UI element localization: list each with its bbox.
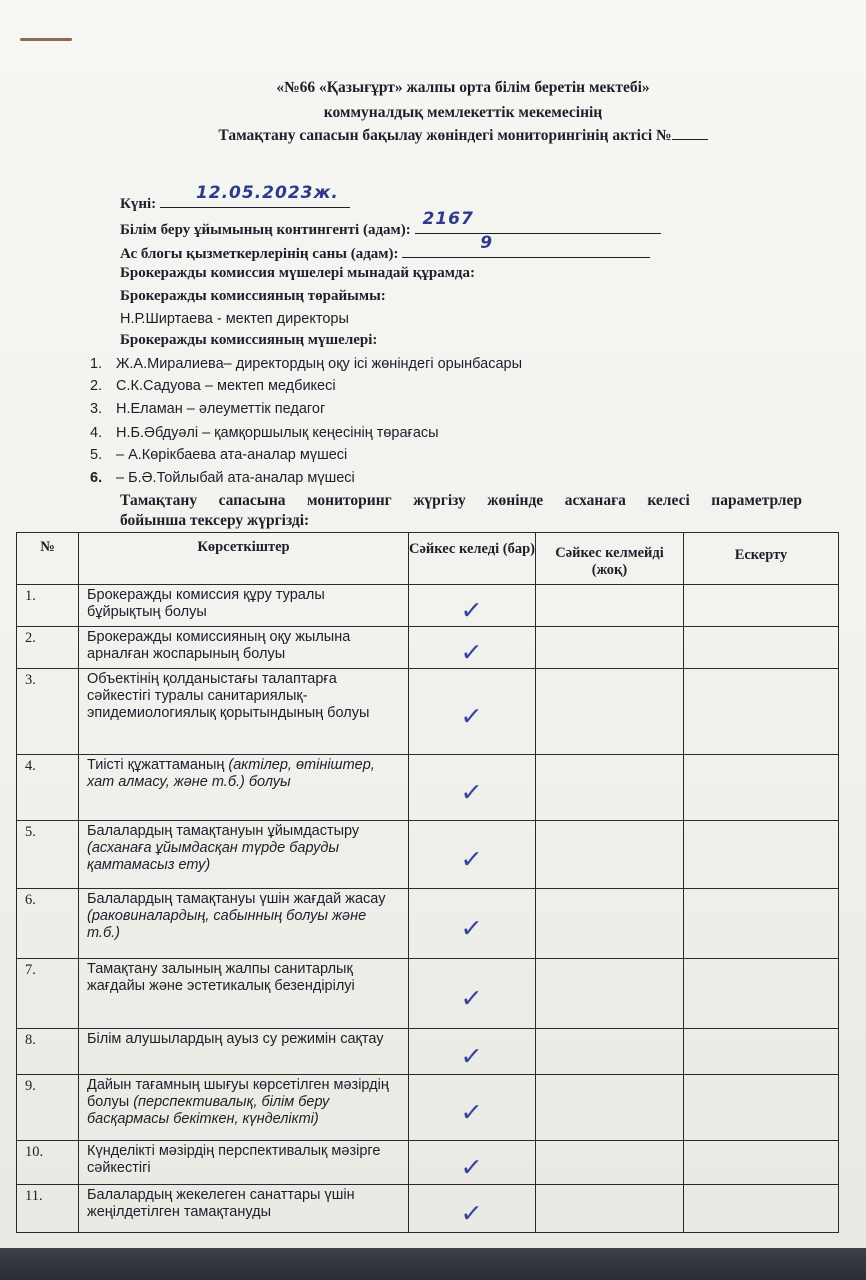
commission-intro: Брокеражды комиссия мүшелері мынадай құрамда: — [120, 265, 476, 281]
row-number: 10. — [17, 1141, 79, 1185]
indicator-text: Балалардың тамақтануын ұйымдастыру — [87, 823, 360, 839]
table-row — [17, 1185, 839, 1233]
checkmark-icon: ✓ — [459, 594, 484, 627]
row-ok-cell — [409, 627, 536, 669]
row-indicator — [79, 1141, 409, 1185]
row-not-ok-cell — [536, 889, 684, 959]
staff-row: Ас блогы қызметкерлерінің саны (адам): 9 — [120, 241, 650, 263]
chair-label: Брокеражды комиссияның төрайымы: — [120, 288, 386, 304]
table-body — [17, 585, 839, 1233]
row-ok-cell — [409, 669, 536, 755]
table-row — [17, 755, 839, 821]
indicator-text: Балалардың тамақтануы үшін жағдай жасау — [87, 891, 386, 907]
indicator-text: Брокеражды комиссия құру туралы бұйрықтың болуы — [87, 587, 325, 620]
row-indicator — [79, 821, 409, 889]
staff-field — [402, 233, 650, 258]
row-number: 4. — [17, 755, 79, 821]
row-indicator — [79, 669, 409, 755]
header-indicator: Көрсеткіштер — [79, 533, 409, 585]
row-note-cell — [684, 755, 839, 821]
row-not-ok-cell — [536, 1185, 684, 1233]
member-item: 2. С.К.Садуова – мектеп медбикесі — [90, 378, 336, 394]
table-header-row — [17, 533, 839, 585]
row-number: 5. — [17, 821, 79, 889]
row-not-ok-cell — [536, 821, 684, 889]
row-number: 9. — [17, 1075, 79, 1141]
row-indicator — [79, 1029, 409, 1075]
table-row — [17, 627, 839, 669]
header-not-ok: Сәйкес келмейді (жоқ) — [536, 533, 684, 585]
indicator-text: Күнделікті мәзірдің перспективалық мәзірге сәйкестігі — [87, 1143, 381, 1176]
member-item: 4. Н.Б.Әбдуәлі – қамқоршылық кеңесінің төрағасы — [90, 425, 439, 441]
row-note-cell — [684, 889, 839, 959]
row-indicator — [79, 585, 409, 627]
row-ok-cell — [409, 821, 536, 889]
row-note-cell — [684, 1185, 839, 1233]
row-number: 8. — [17, 1029, 79, 1075]
checkmark-icon: ✓ — [459, 1151, 484, 1184]
row-note-cell — [684, 1141, 839, 1185]
member-item: 1. Ж.А.Миралиева– директордың оқу ісі жөніндегі орынбасары — [90, 356, 522, 372]
header-note: Ескерту — [684, 533, 839, 585]
indicator-text: Тамақтану залының жалпы санитарлық жағдайы және эстетикалық безендірілуі — [87, 961, 355, 994]
row-number: 6. — [17, 889, 79, 959]
table-row — [17, 821, 839, 889]
row-note-cell — [684, 821, 839, 889]
member-item: 5. – А.Көрікбаева ата-аналар мүшесі — [90, 447, 348, 463]
checkmark-icon: ✓ — [459, 776, 484, 809]
table-row — [17, 1029, 839, 1075]
row-ok-cell — [409, 755, 536, 821]
school-name-line: «№66 «Қазығұрт» жалпы орта білім беретін мектебі» — [276, 79, 650, 96]
row-number: 2. — [17, 627, 79, 669]
institution-type-line: коммуналдық мемлекеттік мекемесінің — [323, 104, 603, 121]
indicator-text: Тиісті құжаттаманың — [87, 757, 229, 773]
inspection-table — [16, 532, 839, 1233]
row-number: 1. — [17, 585, 79, 627]
row-not-ok-cell — [536, 585, 684, 627]
header-ok: Сәйкес келеді (бар) — [409, 533, 536, 585]
indicator-detail: (актілер, өтініштер, хат алмасу, және т.б.) болуы — [87, 757, 375, 790]
chair-name: Н.Р.Ширтаева - мектеп директоры — [120, 311, 349, 327]
date-row: Күні: 12.05.2023ж. — [120, 191, 350, 213]
indicator-detail: (перспективалық, білім беру басқармасы бекіткен, күнделікті) — [87, 1094, 330, 1127]
table-row — [17, 959, 839, 1029]
table-row — [17, 669, 839, 755]
row-indicator — [79, 627, 409, 669]
row-ok-cell — [409, 1141, 536, 1185]
staff-value: 9 — [480, 233, 494, 253]
table-row — [17, 585, 839, 627]
indicator-text: Брокеражды комиссияның оқу жылына арналған жоспарының болуы — [87, 629, 351, 662]
row-ok-cell — [409, 959, 536, 1029]
row-ok-cell — [409, 585, 536, 627]
indicator-detail: (асханаға ұйымдасқан түрде баруды қамтамасыз ету) — [87, 840, 340, 873]
row-indicator — [79, 889, 409, 959]
row-number: 11. — [17, 1185, 79, 1233]
date-value: 12.05.2023ж. — [195, 183, 339, 203]
indicator-text: Объектінің қолданыстағы талаптарға сәйкестігі туралы санитариялық-эпидемиологиялық қорытындының болуы — [87, 671, 370, 721]
table-row — [17, 1075, 839, 1141]
member-item: 6. – Б.Ә.Тойлыбай ата-аналар мүшесі — [90, 470, 355, 486]
row-note-cell — [684, 959, 839, 1029]
indicator-text: Дайын тағамның шығуы көрсетілген мәзірдің болуы — [87, 1077, 389, 1110]
table-row — [17, 1141, 839, 1185]
row-not-ok-cell — [536, 755, 684, 821]
row-indicator — [79, 1185, 409, 1233]
act-number-blank — [672, 125, 708, 140]
checkmark-icon: ✓ — [459, 912, 484, 945]
checkmark-icon: ✓ — [459, 1096, 484, 1129]
row-indicator — [79, 959, 409, 1029]
checkmark-icon: ✓ — [459, 1040, 484, 1073]
member-item: 3. Н.Еламан – әлеуметтік педагог — [90, 401, 326, 417]
row-not-ok-cell — [536, 1029, 684, 1075]
contingent-row: Білім беру ұйымының контингенті (адам): 2167 — [120, 217, 661, 239]
row-not-ok-cell — [536, 1075, 684, 1141]
checkmark-icon: ✓ — [459, 636, 484, 669]
row-not-ok-cell — [536, 669, 684, 755]
contingent-field — [415, 209, 661, 234]
indicator-text: Білім алушылардың ауыз су режимін сақтау — [87, 1031, 384, 1047]
act-title: Тамақтану сапасын бақылау жөніндегі мониторингінің актісі № — [30, 125, 866, 145]
checkmark-icon: ✓ — [459, 843, 484, 876]
background-surface — [0, 1248, 866, 1280]
row-not-ok-cell — [536, 1141, 684, 1185]
row-note-cell — [684, 1075, 839, 1141]
row-note-cell — [684, 669, 839, 755]
checkmark-icon: ✓ — [459, 982, 484, 1015]
row-indicator — [79, 1075, 409, 1141]
row-note-cell — [684, 585, 839, 627]
row-indicator — [79, 755, 409, 821]
row-not-ok-cell — [536, 627, 684, 669]
row-ok-cell — [409, 889, 536, 959]
row-ok-cell — [409, 1075, 536, 1141]
row-ok-cell — [409, 1185, 536, 1233]
indicator-text: Балалардың жекелеген санаттары үшін жеңілдетілген тамақтануды — [87, 1187, 355, 1220]
indicator-detail: (раковиналардың, сабынның болуы және т.б.) — [87, 908, 367, 941]
row-number: 7. — [17, 959, 79, 1029]
checkmark-icon: ✓ — [459, 700, 484, 733]
contingent-value: 2167 — [422, 209, 474, 229]
members-label: Брокеражды комиссияның мүшелері: — [120, 332, 378, 348]
row-note-cell — [684, 1029, 839, 1075]
row-number: 3. — [17, 669, 79, 755]
inspection-intro: Тамақтану сапасына мониторинг жүргізу жөнінде асханаға келесі параметрлер бойынша тексеру жүргізді: — [120, 492, 802, 529]
pen-mark — [20, 38, 72, 41]
table-row — [17, 889, 839, 959]
row-note-cell — [684, 627, 839, 669]
checkmark-icon: ✓ — [459, 1197, 484, 1230]
row-not-ok-cell — [536, 959, 684, 1029]
row-ok-cell — [409, 1029, 536, 1075]
header-no: № — [17, 533, 79, 585]
